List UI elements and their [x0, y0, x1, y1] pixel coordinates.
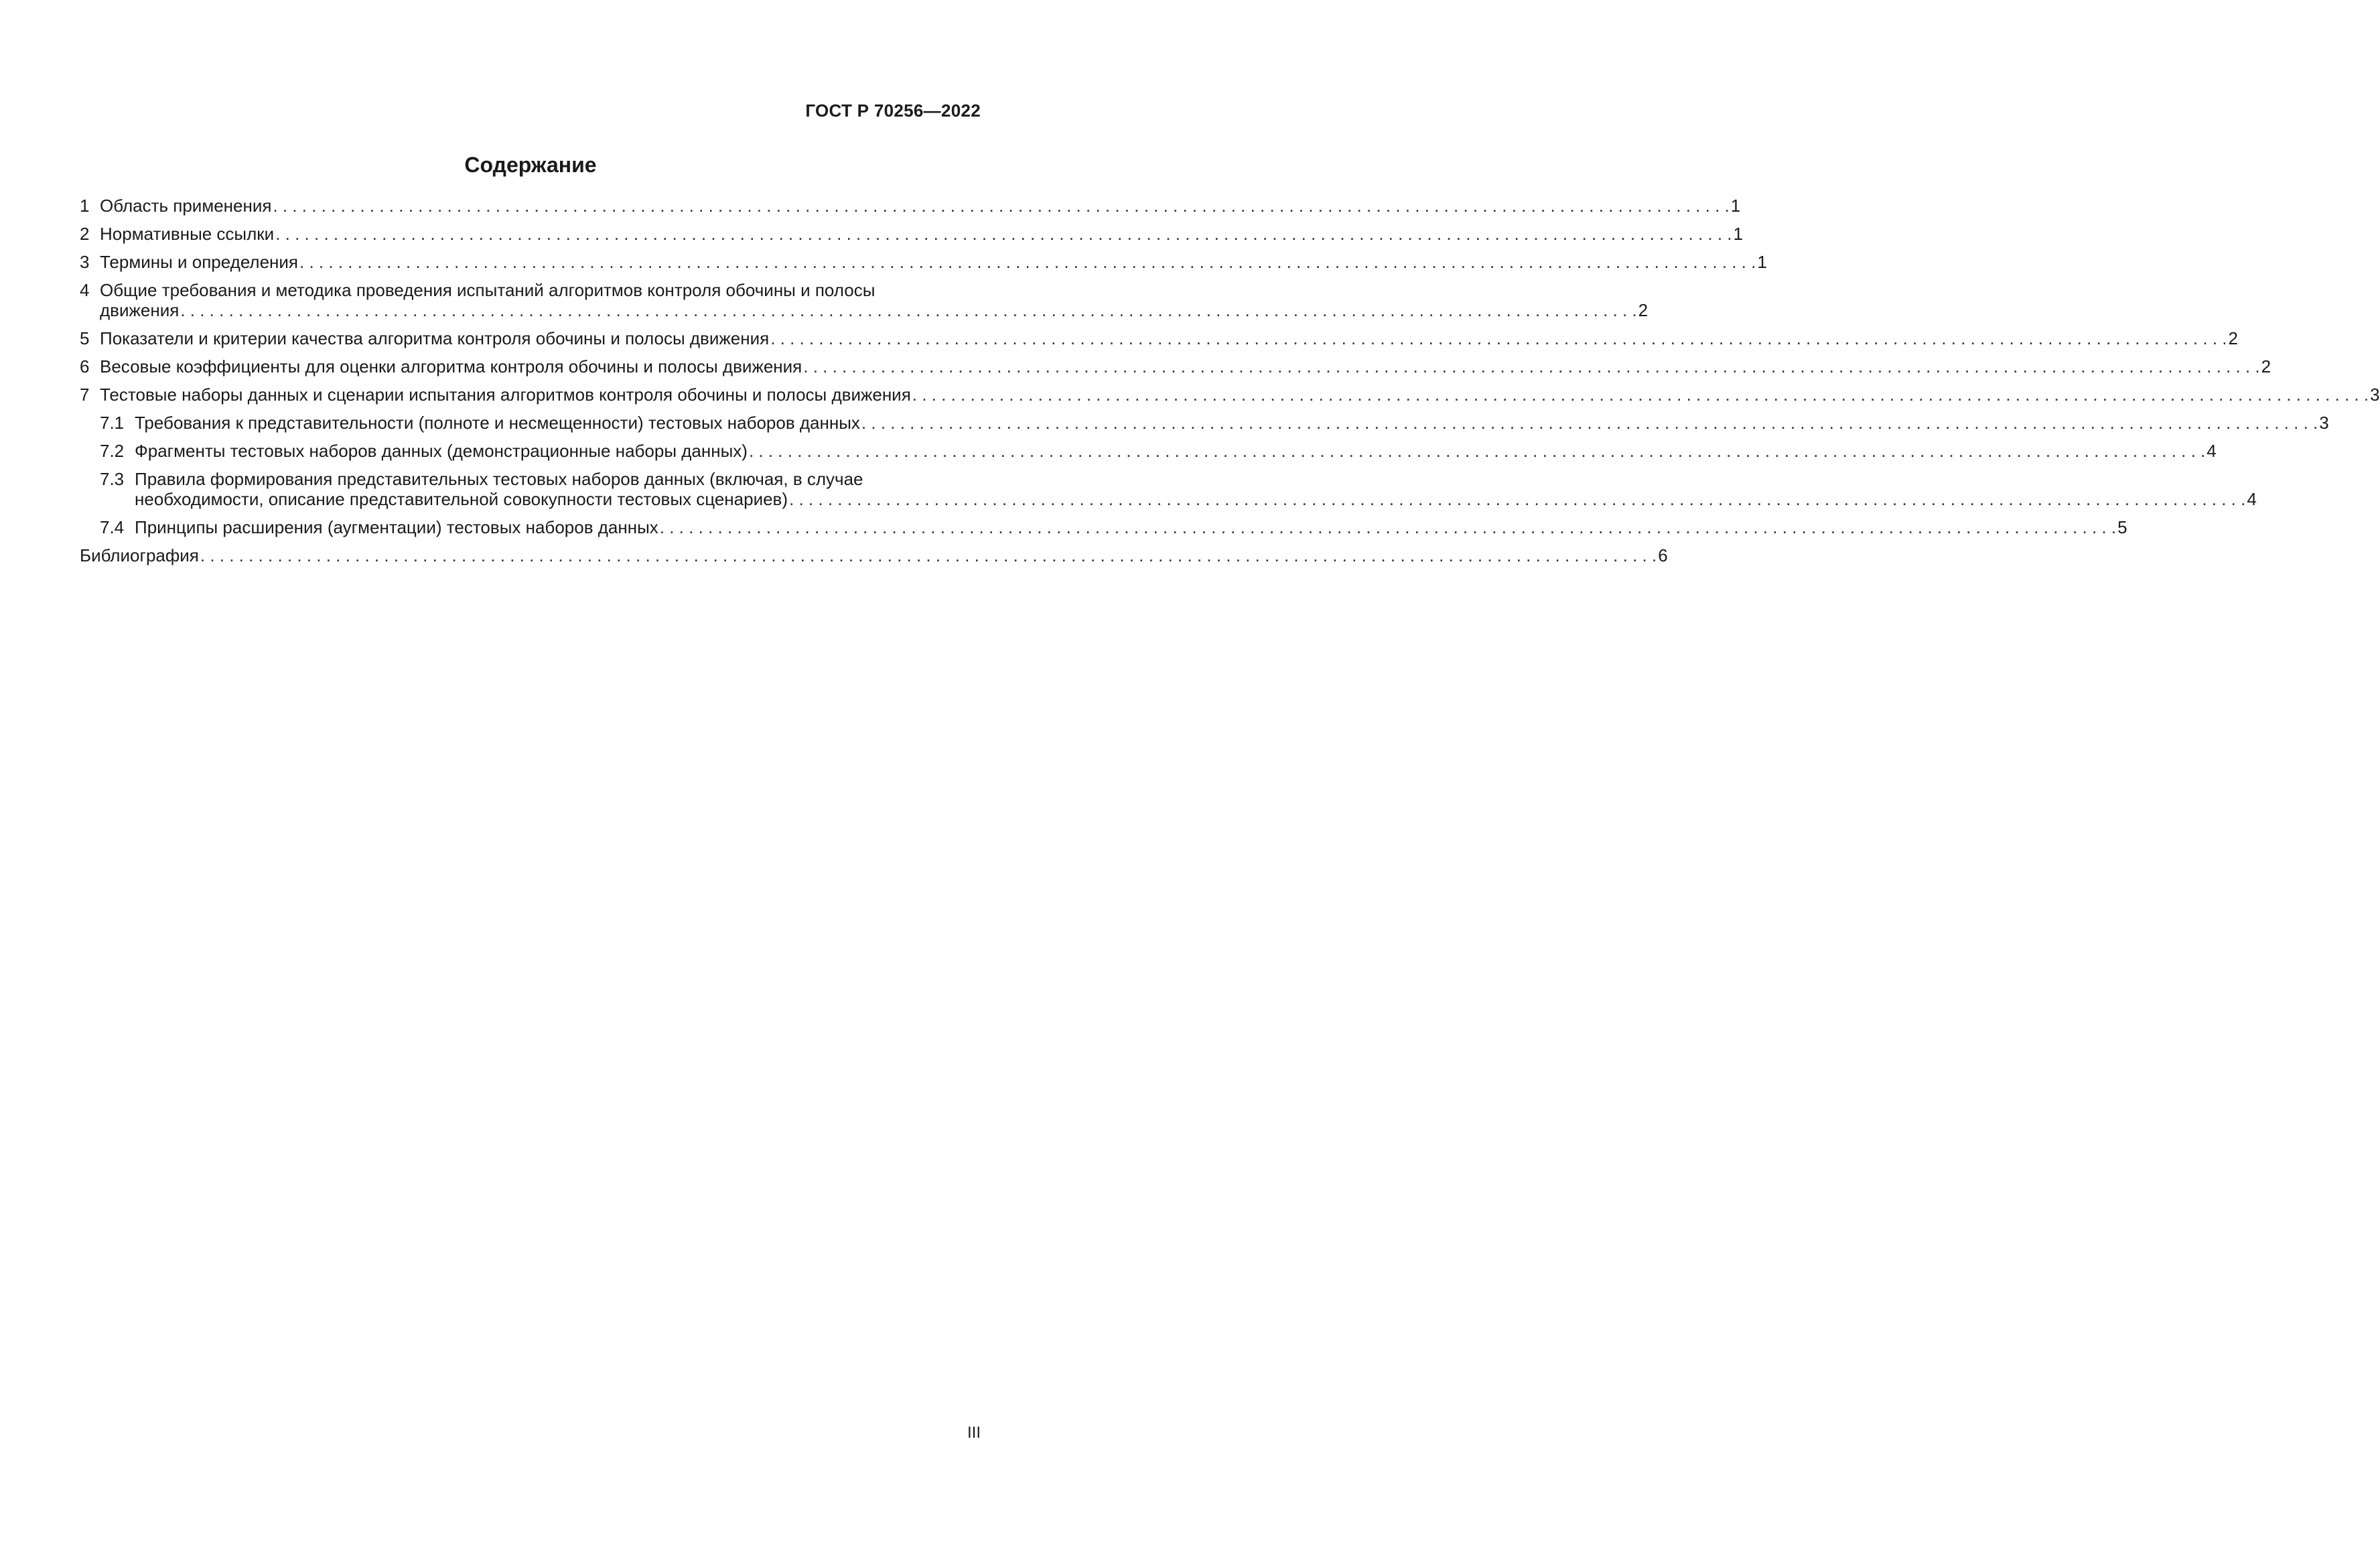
dot-leader: [200, 545, 1657, 565]
toc-entry-text: движения: [100, 300, 180, 320]
toc-entry[interactable]: [80, 196, 1741, 216]
toc-entry-page: 1: [1757, 252, 1767, 272]
toc-entry[interactable]: [80, 385, 2380, 405]
toc-entry[interactable]: [80, 252, 1767, 272]
dot-leader: [299, 252, 1756, 272]
toc-entry[interactable]: [80, 356, 2271, 377]
toc-entry[interactable]: [80, 224, 1743, 244]
dot-leader: [749, 441, 2205, 461]
toc-entry-text: необходимости, описание представительной совокупности тестовых сценариев): [135, 489, 788, 509]
toc-entry-text: Требования к представительности (полноте и несмещенности) тестовых наборов данных: [135, 413, 860, 433]
toc-entry-number: 7.3: [100, 469, 125, 489]
toc-entry-page: 5: [2117, 517, 2127, 537]
toc-entry-page: 1: [1730, 196, 1741, 216]
toc-entry-number: 7.2: [100, 441, 125, 461]
toc-entry-number: 3: [80, 252, 90, 272]
page-number: III: [967, 1424, 981, 1442]
toc-entry[interactable]: [80, 545, 1668, 565]
toc-entry-text: Библиография: [80, 545, 199, 565]
toc-entry-text: Фрагменты тестовых наборов данных (демонстрационные наборы данных): [135, 441, 748, 461]
dot-leader: [789, 489, 2245, 509]
toc-entry-text: Нормативные ссылки: [100, 224, 275, 244]
toc-entry-text-line: Общие требования и методика проведения испытаний алгоритмов контроля обочины и полосы: [100, 280, 876, 300]
dot-leader: [275, 224, 1732, 244]
toc-entry[interactable]: [80, 441, 2217, 461]
toc-entry-number: 7: [80, 385, 90, 405]
toc-entry-number: 5: [80, 328, 90, 348]
table-of-contents: [80, 196, 2380, 573]
toc-entry-page: 2: [1638, 300, 1649, 320]
dot-leader: [180, 300, 1636, 320]
dot-leader: [861, 413, 2318, 433]
toc-entry-page: 1: [1733, 224, 1743, 244]
toc-entry-text: Принципы расширения (аугментации) тестовых наборов данных: [135, 517, 658, 537]
toc-entry-page: 4: [2207, 441, 2217, 461]
toc-entry-number: 6: [80, 356, 90, 377]
dot-leader: [770, 328, 2227, 348]
toc-entry-text: Тестовые наборы данных и сценарии испытания алгоритмов контроля обочины и полосы движения: [100, 385, 911, 405]
dot-leader: [803, 356, 2259, 377]
dot-leader: [660, 517, 2116, 537]
toc-entry-number: 7.1: [100, 413, 125, 433]
toc-entry-text: Область применения: [100, 196, 272, 216]
toc-entry-text: Термины и определения: [100, 252, 299, 272]
toc-entry[interactable]: [80, 517, 2127, 537]
dot-leader: [912, 385, 2369, 405]
toc-entry[interactable]: [80, 328, 2238, 348]
toc-entry-number: 1: [80, 196, 90, 216]
toc-entry[interactable]: [80, 280, 1649, 320]
toc-entry-page: 3: [2370, 385, 2380, 405]
toc-entry-text-line: Правила формирования представительных тестовых наборов данных (включая, в случае: [135, 469, 863, 489]
toc-entry-text: Весовые коэффициенты для оценки алгоритма контроля обочины и полосы движения: [100, 356, 802, 377]
toc-entry-number: 4: [80, 280, 90, 300]
toc-entry-number: 2: [80, 224, 90, 244]
toc-entry[interactable]: [80, 413, 2329, 433]
toc-entry[interactable]: [80, 469, 2257, 509]
toc-entry-page: 4: [2247, 489, 2257, 509]
toc-entry-page: 3: [2319, 413, 2329, 433]
toc-entry-page: 6: [1658, 545, 1668, 565]
toc-title: Содержание: [464, 153, 597, 177]
toc-entry-text: Показатели и критерии качества алгоритма контроля обочины и полосы движения: [100, 328, 770, 348]
toc-entry-page: 2: [2261, 356, 2271, 377]
document-code: ГОСТ Р 70256—2022: [805, 100, 981, 121]
toc-entry-page: 2: [2228, 328, 2238, 348]
dot-leader: [273, 196, 1729, 216]
toc-entry-number: 7.4: [100, 517, 125, 537]
